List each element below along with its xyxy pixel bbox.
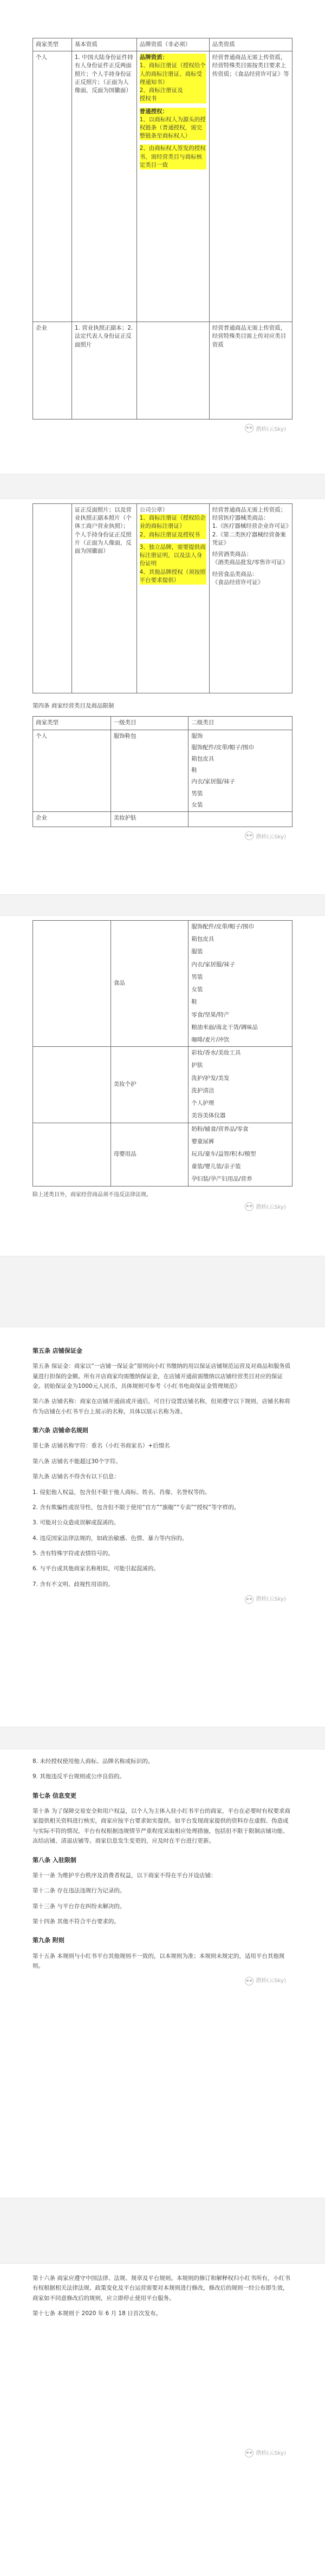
row-brand [136, 504, 209, 693]
row-category [209, 504, 292, 693]
lvl2-item: 彩妆/香水/美妆工具 [191, 1050, 241, 1057]
watermark [26, 424, 286, 432]
row-type [33, 504, 72, 693]
section-heading: 第六条 店铺命名规则 [32, 1427, 88, 1434]
row-type [33, 921, 111, 1047]
doc-page-1 [32, 38, 292, 432]
category-line: 1.《医疗器械经营企业许可证》 [212, 523, 292, 530]
lvl2-item: 婴童尿裤 [191, 1138, 214, 1145]
category-line: 2.《第二类医疗器械经营备案凭证》 [212, 531, 286, 546]
brand-line: 授权书 [140, 95, 206, 103]
lvl2-item: 女装 [191, 801, 203, 808]
paragraph: 8. 未经授权使用他人商标、品牌名称或标识的。 [32, 1758, 154, 1765]
brand-line: 2、由商标权人签发的授权书，需经营类目与商标核定类目一致 [140, 145, 206, 169]
header-brand: 品牌资质（非必须） [136, 38, 209, 51]
watermark-text: 鹊桥(云Sky) [256, 426, 286, 432]
lvl2-item: 内衣/家居服/袜子 [191, 961, 235, 968]
header-lvl2: 二级类目 [188, 717, 292, 730]
header-basic: 基本资质 [72, 38, 136, 51]
brand-line: 普通授权： [140, 108, 206, 116]
watermark-icon [245, 1595, 253, 1604]
page-gap [0, 1727, 325, 1749]
row-type: 企业 [33, 812, 111, 827]
page-gap [0, 2198, 325, 2264]
category-line: 《酒类商品批发/零售许可证》 [212, 559, 288, 566]
row-lvl1: 服饰鞋包 [110, 730, 188, 812]
brand-line: 1、商标注册证（授权给企业的商标注册证） [140, 514, 206, 530]
lvl2-item: 奶粉/辅食/营养品/零食 [191, 1125, 249, 1132]
paragraph: 5. 含有特殊字符或表情符号的。 [32, 1550, 114, 1557]
qualification-table-cont [32, 503, 292, 693]
paragraph: 第十二条 存在违法违规行为记录的。 [32, 1887, 126, 1895]
doc-page-6 [32, 2273, 292, 2458]
lvl2-item: 服饰配件/皮带/帽子/围巾 [191, 923, 254, 930]
paragraph: 3. 可能对公众造成误解或混淆的。 [32, 1519, 120, 1526]
lvl2-item: 洗护清洁 [191, 1087, 214, 1094]
lvl2-item: 服装 [191, 948, 203, 955]
lvl2-item: 服饰配件/皮带/帽子/围巾 [191, 744, 254, 751]
brand-line: 公司公章） [139, 507, 168, 513]
header-lvl1: 一级类目 [110, 717, 188, 730]
lvl2-item: 零食/坚果/特产 [191, 1011, 230, 1018]
category-line: 《食品经营许可证》 [212, 579, 264, 586]
lvl2-item: 箱包皮具 [191, 936, 214, 943]
watermark-icon [245, 1202, 253, 1211]
row-lvl2 [188, 921, 292, 1047]
lvl2-item: 鞋 [191, 999, 197, 1006]
lvl2-item: 鞋 [191, 767, 197, 774]
watermark-icon [245, 831, 253, 840]
watermark-icon [245, 2449, 253, 2457]
row-basic: 1. 中国大陆身份证件持有人身份证件正反两面照片；个人手持身份证正反照片；（正面为人像面，反面为国徽面） [72, 51, 136, 322]
row-basic: 证正反面照片；以及营业执照正副本照片（个体工商户营业执照）；个人手持身份证正反照片（正面为人像面，反面为国徽面） [72, 504, 136, 693]
row-basic: 1. 营业执照正副本；2. 法定代表人身份证正反面照片 [72, 322, 136, 419]
lvl2-item: 服饰 [191, 732, 203, 739]
brand-line: 1、以商标权人为源头的授权链条（普通授权，需完整链条至商标权人） [140, 116, 206, 141]
row-lvl1: 美妆个护 [110, 1047, 188, 1123]
lvl2-item: 童装/婴儿装/亲子装 [191, 1163, 241, 1170]
lvl2-item: 护肤 [191, 1062, 203, 1069]
page-gap [0, 474, 325, 499]
header-type: 商家类型 [33, 38, 72, 51]
watermark-icon [245, 1977, 253, 1985]
paragraph: 第十三条 与平台存在纠纷未解决的。 [32, 1903, 126, 1910]
paragraph: 4. 违反国家法律法规的，如政治敏感、色情、暴力等内容的。 [32, 1535, 188, 1542]
row-type: 企业 [33, 322, 72, 419]
section-heading: 第九条 附则 [32, 1937, 64, 1944]
qualification-table [32, 38, 292, 419]
row-type [33, 1047, 111, 1123]
paragraph: 7. 含有不文明、歧视性用语的。 [32, 1581, 114, 1588]
watermark-text: 鹊桥(云Sky) [256, 1978, 286, 1984]
paragraph: 第九条 店铺名不得含有以下信息： [32, 1473, 120, 1480]
row-lvl2 [188, 1047, 292, 1123]
watermark-text: 鹊桥(云Sky) [256, 1596, 286, 1603]
paragraph: 第七条 店铺名称字符：重名（小红书商家名）+后缀名 [32, 1443, 170, 1450]
category-line: 经营食品类商品： [212, 571, 258, 578]
paragraph: 第十条 为了保障交易安全和用户权益，以个人为主体入驻小红书平台的商家，平台在必要时有权要求商家提供相关资料进行核实，商家应按平台要求如实提供。如平台发现商家提供的资料存在虚假、伪造或与实际不符的情况，平台有权根据违规情节严重程度采取相应处理措施，包括但不限于限制店铺功能、冻结店铺、清退店铺等。商家信息发生变更的，应及时在平台进行更新。 [32, 1808, 290, 1845]
paragraph: 第五条 保证金：商家以“一店铺一保证金”原则向小红书缴纳的用以保证店铺规范运营及对商品和服务质量进行担保的金额。所有开店商家均需缴纳保证金，在店铺开通前需缴纳以店铺经营类目对应的保证金。初始保证金为1000元人民币，具体规则可参考《小红书电商保证金管理规范》 [32, 1363, 291, 1389]
lvl2-item: 粮油米面/南北干货/调味品 [191, 1024, 258, 1031]
paragraph: 9. 其他违反平台规则或公序良俗的。 [32, 1773, 125, 1780]
section-heading: 第七条 信息变更 [32, 1792, 76, 1799]
page-gap [0, 894, 325, 916]
watermark-text: 鹊桥(云Sky) [256, 2450, 286, 2456]
watermark-text: 鹊桥(云Sky) [256, 1204, 286, 1211]
lvl2-item: 男装 [191, 790, 203, 797]
row-lvl1: 食品 [110, 921, 188, 1047]
doc-page-5 [32, 1756, 292, 1986]
paragraph: 1. 侵犯他人权益，包含但不限于他人商标、姓名、肖像、名誉权等的。 [32, 1489, 211, 1496]
lvl2-item: 洗护/护发/美发 [191, 1074, 230, 1081]
paragraph: 6. 与平台或其他商家名称相似，可能引起混淆的。 [32, 1565, 159, 1572]
row-type: 个人 [33, 51, 72, 322]
section-heading: 第八条 入驻限制 [32, 1856, 76, 1864]
category-line: 经营酒类商品： [212, 551, 252, 558]
lvl2-item: 女装 [191, 986, 203, 993]
header-type: 商家类型 [33, 717, 111, 730]
lvl2-item: 男装 [191, 973, 203, 980]
watermark [26, 2449, 286, 2459]
lvl2-item: 咖啡/麦片/冲饮 [191, 1036, 230, 1043]
brand-line: 1、商标注册证（授权给个人的商标注册证、商标受理通知书） [140, 62, 206, 87]
section-heading: 第五条 店铺保证金 [32, 1347, 82, 1354]
doc-page-2 [32, 503, 292, 840]
lvl2-item: 孕妇装/孕产妇用品/营养 [191, 1176, 252, 1183]
paragraph: 第十六条 商家应遵守中国法律、法规、规章及平台规则。本规则的修订和解释权归小红书所有，小红书有权根据相关法律法规、政策变化及平台运营需要对本规则进行修改，修改后的规则一经公布即生效，商家如不同意修改后的规则，应立即停止使用平台服务。 [32, 2275, 290, 2302]
row-brand [136, 322, 209, 419]
header-category: 品类资质 [209, 38, 292, 51]
watermark-icon [245, 424, 253, 432]
row-category: 经营普通商品无需上传资质，经营特殊类目需上传对应类目资质 [209, 322, 292, 419]
doc-page-4 [32, 1337, 292, 1604]
row-type: 个人 [33, 730, 111, 812]
paragraph: 第十七条 本规则于 2020 年 6 月 18 日首次发布。 [32, 2310, 162, 2317]
paragraph: 第十四条 其他不符合平台要求的。 [32, 1918, 120, 1925]
lvl2-item: 箱包皮具 [191, 756, 214, 763]
row-lvl2 [188, 730, 292, 812]
row-lvl1: 美妆护肤 [110, 812, 188, 827]
row-lvl1: 母婴用品 [110, 1123, 188, 1186]
section-heading: 第四条 商家经营类目及商品限制 [32, 703, 114, 709]
row-category: 经营普通商品无需上传资质，经营特殊类目需按类目要求上传资质；《食品经营许可证》等 [209, 51, 292, 322]
watermark [26, 1595, 286, 1604]
brand-line: 品牌资质： [140, 54, 206, 62]
brand-line: 2、商标注册证及授权书 [140, 531, 206, 539]
row-type [33, 1123, 111, 1186]
category-table-cont [32, 920, 292, 1187]
paragraph: 第十五条 本规则与小红书平台其他规则不一致的，以本规则为准；本规则未规定的，适用平台其他规则。 [32, 1952, 285, 1969]
row-lvl2 [188, 812, 292, 827]
lvl2-item: 个人护理 [191, 1100, 214, 1107]
lvl2-item: 内衣/家居服/袜子 [191, 778, 235, 785]
row-lvl2 [188, 1123, 292, 1186]
watermark [26, 831, 286, 840]
paragraph: 第八条 店铺名不能超过30个字符。 [32, 1458, 121, 1465]
row-brand [136, 51, 209, 322]
paragraph: 第六条 店铺名称：商家在店铺开通前或开通后，可自行设置店铺名称，但须遵守以下规则，店铺名称将作为店铺在小红书平台上展示的名称，具体以展示名称为准。 [32, 1398, 290, 1415]
table-note: 除上述类目外，商家经营商品须不违反法律法规。 [32, 1191, 152, 1198]
paragraph: 2. 含有欺骗性或误导性，包含但不限于使用“官方”“旗舰”“专卖”“授权”等字样的。 [32, 1504, 240, 1511]
watermark [26, 1202, 286, 1211]
watermark [26, 1976, 286, 1986]
page-gap [0, 1256, 325, 1327]
lvl2-item: 美容美体仪器 [191, 1112, 226, 1119]
category-line: 经营普通商品无需上传资质； [212, 507, 287, 513]
lvl2-item: 玩具/童车/益智/积木/模型 [191, 1150, 256, 1157]
watermark-text: 鹊桥(云Sky) [256, 834, 286, 840]
brand-line: 4、其他品牌授权（须按照平台要求提供） [140, 568, 206, 585]
doc-page-3 [32, 920, 292, 1211]
category-line: 经营医疗器械类商品： [212, 515, 269, 522]
brand-line: 2、商标注册证及 [140, 87, 206, 95]
category-table [32, 716, 292, 827]
paragraph: 第十一条 为维护平台秩序及消费者权益，以下商家不得在平台开设店铺： [32, 1872, 217, 1879]
brand-line: 3、独立品牌，需要提供商标注册证明，以及法人身份证明 [140, 543, 206, 568]
